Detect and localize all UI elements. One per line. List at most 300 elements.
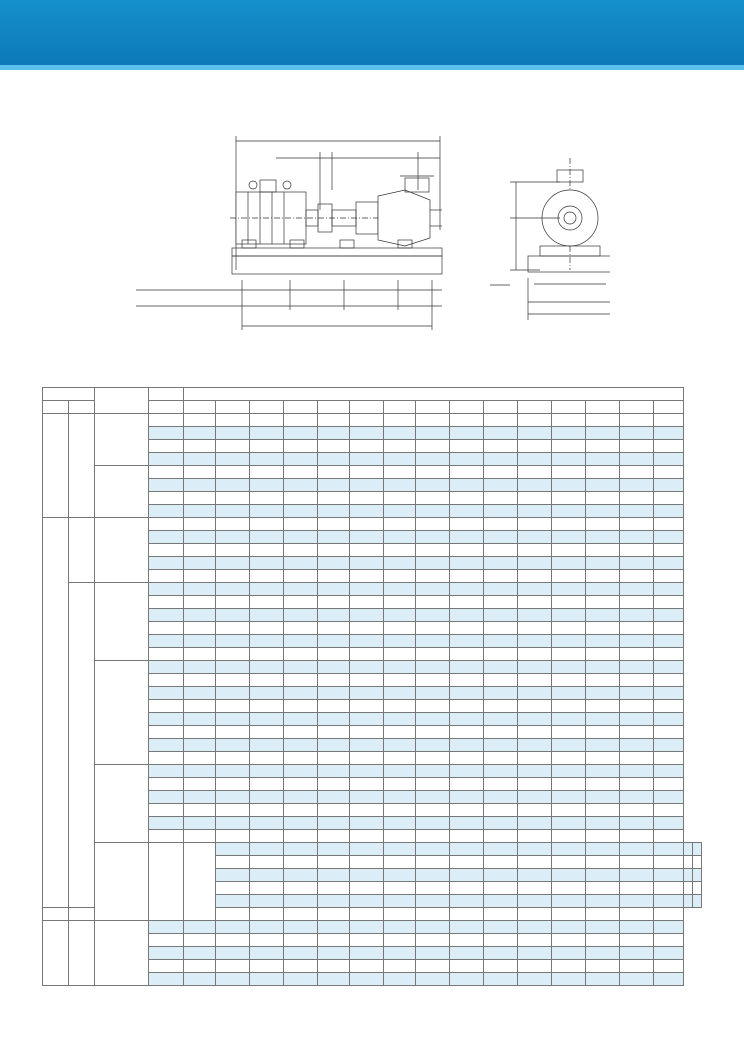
size-c1-cell (43, 921, 69, 986)
table-cell (318, 713, 350, 726)
table-cell (284, 739, 318, 752)
table-cell (184, 830, 216, 843)
table-cell (384, 752, 416, 765)
table-cell (654, 466, 684, 479)
table-cell (654, 739, 684, 752)
table-cell (250, 648, 284, 661)
table-cell (184, 817, 216, 830)
table-cell (318, 752, 350, 765)
table-cell (654, 843, 684, 856)
table-cell (149, 635, 184, 648)
table-cell (552, 557, 586, 570)
table-cell (250, 739, 284, 752)
table-cell (318, 765, 350, 778)
table-cell (250, 830, 284, 843)
table-cell (416, 791, 450, 804)
table-cell (450, 531, 484, 544)
table-cell (350, 479, 384, 492)
table-cell (620, 427, 654, 440)
table-cell (284, 726, 318, 739)
table-cell (216, 492, 250, 505)
table-cell (654, 544, 684, 557)
table-cell (216, 531, 250, 544)
table-cell (552, 661, 586, 674)
table-cell (350, 895, 384, 908)
table-cell (518, 869, 552, 882)
table-cell (318, 570, 350, 583)
table-cell (250, 934, 284, 947)
table-cell (250, 414, 284, 427)
table-cell (250, 440, 284, 453)
table-cell (620, 492, 654, 505)
table-cell (484, 960, 518, 973)
table-cell (184, 479, 216, 492)
table-cell (149, 661, 184, 674)
table-cell (450, 427, 484, 440)
table-cell (384, 479, 416, 492)
table-cell (250, 531, 284, 544)
table-cell (284, 466, 318, 479)
table-cell (384, 414, 416, 427)
table-cell (552, 609, 586, 622)
table-cell (518, 453, 552, 466)
table-cell (518, 752, 552, 765)
table-cell (620, 973, 654, 986)
table-cell (284, 830, 318, 843)
table-cell (450, 765, 484, 778)
col-header-bp (552, 401, 586, 414)
table-cell (250, 908, 284, 921)
table-cell (216, 635, 250, 648)
table-cell (518, 648, 552, 661)
table-cell (350, 661, 384, 674)
table-cell (484, 778, 518, 791)
table-cell (586, 583, 620, 596)
pump-model-cell (95, 583, 149, 661)
table-cell (318, 817, 350, 830)
table-cell (552, 908, 586, 921)
table-cell (318, 557, 350, 570)
table-cell (654, 414, 684, 427)
table-cell (450, 882, 484, 895)
table-cell (384, 843, 416, 856)
table-cell (484, 739, 518, 752)
table-cell (350, 817, 384, 830)
table-cell (693, 856, 702, 869)
table-cell (216, 479, 250, 492)
table-cell (318, 700, 350, 713)
table-cell (250, 817, 284, 830)
table-cell (586, 700, 620, 713)
table-cell (620, 414, 654, 427)
table-cell (284, 479, 318, 492)
table-cell (450, 726, 484, 739)
table-cell (318, 934, 350, 947)
table-cell (552, 635, 586, 648)
table-cell (149, 934, 184, 947)
table-cell (484, 869, 518, 882)
table-cell (250, 453, 284, 466)
table-cell (216, 726, 250, 739)
table-cell (184, 518, 216, 531)
table-cell (586, 466, 620, 479)
col-header-l (350, 401, 384, 414)
table-cell (484, 895, 518, 908)
table-cell (484, 440, 518, 453)
table-cell (216, 609, 250, 622)
table-cell (450, 466, 484, 479)
table-cell (318, 648, 350, 661)
table-cell (518, 544, 552, 557)
table-cell (552, 544, 586, 557)
table-cell (216, 934, 250, 947)
table-cell (149, 765, 184, 778)
table-cell (384, 960, 416, 973)
table-cell (350, 791, 384, 804)
table-cell (552, 440, 586, 453)
table-cell (250, 973, 284, 986)
c1-header (43, 401, 69, 414)
table-cell (416, 765, 450, 778)
table-cell (216, 414, 250, 427)
table-cell (620, 830, 654, 843)
table-cell (450, 414, 484, 427)
table-cell (350, 882, 384, 895)
table-cell (149, 622, 184, 635)
table-cell (552, 960, 586, 973)
table-cell (518, 908, 552, 921)
table-cell (518, 518, 552, 531)
table-cell (318, 479, 350, 492)
table-cell (484, 674, 518, 687)
table-cell (350, 453, 384, 466)
table-cell (184, 973, 216, 986)
table-cell (484, 882, 518, 895)
table-cell (654, 518, 684, 531)
table-cell (450, 635, 484, 648)
table-cell (450, 700, 484, 713)
table-cell (384, 622, 416, 635)
table-cell (384, 544, 416, 557)
table-cell (586, 479, 620, 492)
table-cell (586, 908, 620, 921)
table-cell (149, 713, 184, 726)
table-cell (416, 908, 450, 921)
table-cell (416, 778, 450, 791)
size-c2-cell (69, 518, 95, 583)
table-cell (384, 791, 416, 804)
table-cell (552, 648, 586, 661)
table-cell (654, 596, 684, 609)
table-cell (552, 856, 586, 869)
table-cell (450, 804, 484, 817)
table-cell (284, 947, 318, 960)
table-cell (216, 648, 250, 661)
table-cell (552, 739, 586, 752)
table-cell (450, 492, 484, 505)
table-cell (654, 570, 684, 583)
table-cell (250, 661, 284, 674)
table-cell (384, 700, 416, 713)
size-c1-cell (43, 414, 69, 518)
table-cell (552, 817, 586, 830)
table-cell (284, 817, 318, 830)
table-cell (284, 791, 318, 804)
table-cell (416, 492, 450, 505)
table-cell (284, 635, 318, 648)
table-cell (149, 674, 184, 687)
table-cell (284, 960, 318, 973)
table-cell (250, 804, 284, 817)
table-cell (586, 739, 620, 752)
table-cell (318, 830, 350, 843)
table-cell (654, 492, 684, 505)
table-cell (350, 973, 384, 986)
table-cell (416, 739, 450, 752)
table-cell (484, 635, 518, 648)
table-cell (416, 466, 450, 479)
table-cell (450, 505, 484, 518)
table-cell (518, 427, 552, 440)
table-cell (654, 921, 684, 934)
table-cell (250, 544, 284, 557)
table-cell (350, 544, 384, 557)
table-cell (484, 856, 518, 869)
table-cell (586, 895, 620, 908)
table-cell (149, 570, 184, 583)
table-cell (552, 934, 586, 947)
col-header-bn (518, 401, 552, 414)
table-cell (250, 635, 284, 648)
table-cell (350, 531, 384, 544)
table-cell (216, 570, 250, 583)
table-cell (484, 830, 518, 843)
table-cell (149, 687, 184, 700)
table-cell (350, 843, 384, 856)
table-cell (384, 713, 416, 726)
table-cell (284, 492, 318, 505)
table-cell (318, 661, 350, 674)
table-cell (250, 960, 284, 973)
table-cell (620, 869, 654, 882)
table-cell (450, 687, 484, 700)
table-cell (284, 700, 318, 713)
table-cell (318, 882, 350, 895)
table-cell (586, 791, 620, 804)
table-cell (284, 882, 318, 895)
table-cell (416, 674, 450, 687)
table-row (43, 466, 702, 479)
table-cell (184, 505, 216, 518)
table-cell (384, 882, 416, 895)
table-cell (416, 700, 450, 713)
table-cell (284, 544, 318, 557)
table-cell (620, 635, 654, 648)
table-cell (586, 609, 620, 622)
table-cell (250, 479, 284, 492)
table-cell (350, 752, 384, 765)
table-cell (216, 791, 250, 804)
table-cell (518, 726, 552, 739)
table-cell (620, 570, 654, 583)
table-cell (586, 674, 620, 687)
table-cell (518, 817, 552, 830)
table-cell (284, 505, 318, 518)
table-cell (284, 921, 318, 934)
table-cell (384, 453, 416, 466)
table-cell (384, 778, 416, 791)
table-cell (552, 830, 586, 843)
table-cell (654, 505, 684, 518)
table-cell (184, 414, 216, 427)
table-cell (216, 427, 250, 440)
table-cell (518, 765, 552, 778)
table-cell (620, 817, 654, 830)
table-cell (318, 505, 350, 518)
table-cell (149, 479, 184, 492)
table-cell (620, 687, 654, 700)
table-cell (552, 570, 586, 583)
table-cell (384, 583, 416, 596)
table-cell (450, 791, 484, 804)
table-cell (693, 882, 702, 895)
table-cell (250, 765, 284, 778)
table-cell (216, 713, 250, 726)
table-cell (384, 596, 416, 609)
table-cell (350, 427, 384, 440)
table-cell (450, 752, 484, 765)
table-cell (350, 609, 384, 622)
table-cell (450, 934, 484, 947)
table-cell (250, 726, 284, 739)
table-cell (318, 531, 350, 544)
table-cell (318, 687, 350, 700)
table-cell (318, 947, 350, 960)
table-cell (552, 531, 586, 544)
table-cell (149, 739, 184, 752)
table-cell (250, 622, 284, 635)
table-cell (552, 492, 586, 505)
table-cell (416, 570, 450, 583)
table-cell (484, 453, 518, 466)
table-cell (684, 856, 693, 869)
table-cell (586, 960, 620, 973)
table-cell (518, 687, 552, 700)
table-row (43, 765, 702, 778)
table-cell (318, 609, 350, 622)
table-cell (684, 882, 693, 895)
table-cell (250, 557, 284, 570)
table-cell (384, 557, 416, 570)
table-cell (484, 466, 518, 479)
table-cell (384, 531, 416, 544)
table-cell (318, 440, 350, 453)
table-cell (620, 531, 654, 544)
table-cell (250, 570, 284, 583)
table-cell (620, 791, 654, 804)
table-cell (450, 479, 484, 492)
table-cell (350, 570, 384, 583)
table-cell (484, 479, 518, 492)
table-cell (250, 687, 284, 700)
table-cell (552, 700, 586, 713)
table-cell (384, 687, 416, 700)
table-cell (284, 752, 318, 765)
table-cell (149, 752, 184, 765)
table-cell (384, 427, 416, 440)
table-cell (518, 921, 552, 934)
table-cell (184, 622, 216, 635)
table-cell (149, 817, 184, 830)
table-cell (518, 440, 552, 453)
table-cell (250, 674, 284, 687)
table-cell (250, 895, 284, 908)
table-cell (149, 518, 184, 531)
table-cell (450, 739, 484, 752)
table-cell (318, 778, 350, 791)
table-cell (654, 583, 684, 596)
table-cell (350, 960, 384, 973)
table-cell (586, 557, 620, 570)
table-cell (416, 843, 450, 856)
table-cell (552, 505, 586, 518)
table-cell (184, 466, 216, 479)
table-cell (654, 453, 684, 466)
table-cell (518, 882, 552, 895)
table-cell (318, 427, 350, 440)
table-cell (350, 674, 384, 687)
table-cell (384, 739, 416, 752)
table-cell (149, 557, 184, 570)
table-cell (149, 830, 184, 843)
table-cell (620, 739, 654, 752)
table-cell (318, 895, 350, 908)
pump-model-header (95, 388, 149, 414)
table-cell (350, 414, 384, 427)
table-cell (284, 453, 318, 466)
table-cell (250, 492, 284, 505)
table-cell (484, 726, 518, 739)
table-cell (620, 596, 654, 609)
table-cell (416, 453, 450, 466)
table-cell (216, 921, 250, 934)
table-cell (350, 518, 384, 531)
table-cell (450, 947, 484, 960)
size-c1-cell (95, 843, 149, 921)
table-cell (149, 921, 184, 934)
table-cell (184, 778, 216, 791)
table-cell (484, 609, 518, 622)
table-cell (518, 700, 552, 713)
table-cell (284, 427, 318, 440)
table-cell (518, 856, 552, 869)
table-cell (184, 752, 216, 765)
col-header-q (384, 401, 416, 414)
table-cell (384, 726, 416, 739)
table-cell (518, 466, 552, 479)
table-cell (450, 778, 484, 791)
table-cell (654, 440, 684, 453)
table-cell (586, 726, 620, 739)
pump-dimension-drawing (130, 130, 610, 342)
table-cell (184, 557, 216, 570)
table-cell (484, 947, 518, 960)
table-cell (620, 804, 654, 817)
table-cell (216, 778, 250, 791)
table-cell (586, 843, 620, 856)
table-cell (586, 427, 620, 440)
table-cell (416, 518, 450, 531)
